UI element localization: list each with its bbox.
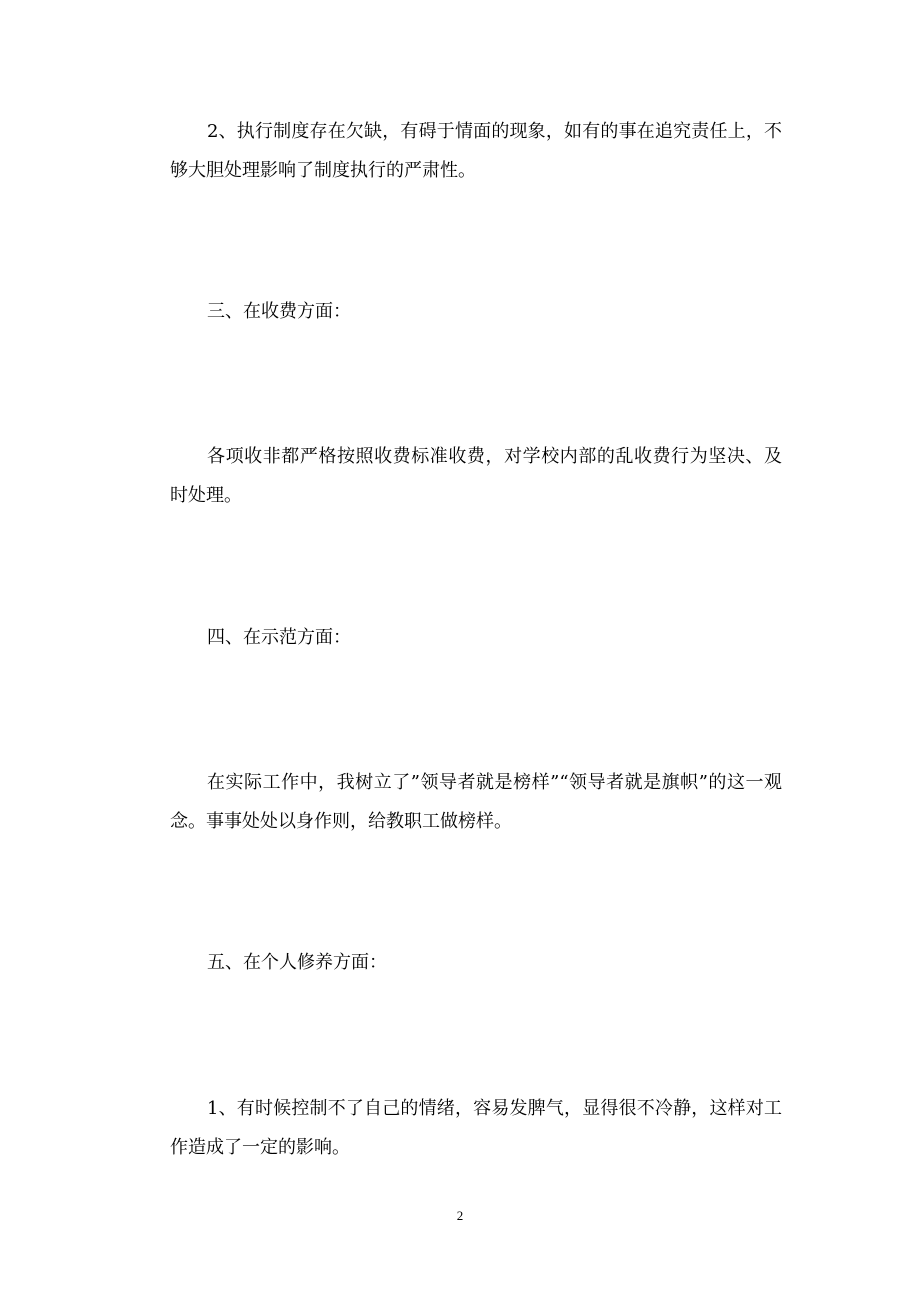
paragraph-fees: 各项收非都严格按照收费标准收费，对学校内部的乱收费行为坚决、及时处理。 — [170, 446, 782, 506]
paragraph-example: 在实际工作中，我树立了”领导者就是榜样”“领导者就是旗帜”的这一观念。事事处处以身作则，给教职工做榜样。 — [170, 772, 782, 832]
page-number: 2 — [456, 1208, 464, 1223]
heading-fees: 三、在收费方面： — [207, 301, 351, 322]
paragraph-emotions: 1、有时候控制不了自己的情绪，容易发脾气，显得很不冷静，这样对工作造成了一定的影响。 — [170, 1098, 782, 1158]
heading-example: 四、在示范方面： — [207, 627, 351, 648]
heading-personal-cultivation: 五、在个人修养方面： — [207, 952, 387, 973]
paragraph-enforcement-deficiency: 2、执行制度存在欠缺，有碍于情面的现象，如有的事在追究责任上，不够大胆处理影响了制度执行的严肃性。 — [170, 121, 782, 181]
